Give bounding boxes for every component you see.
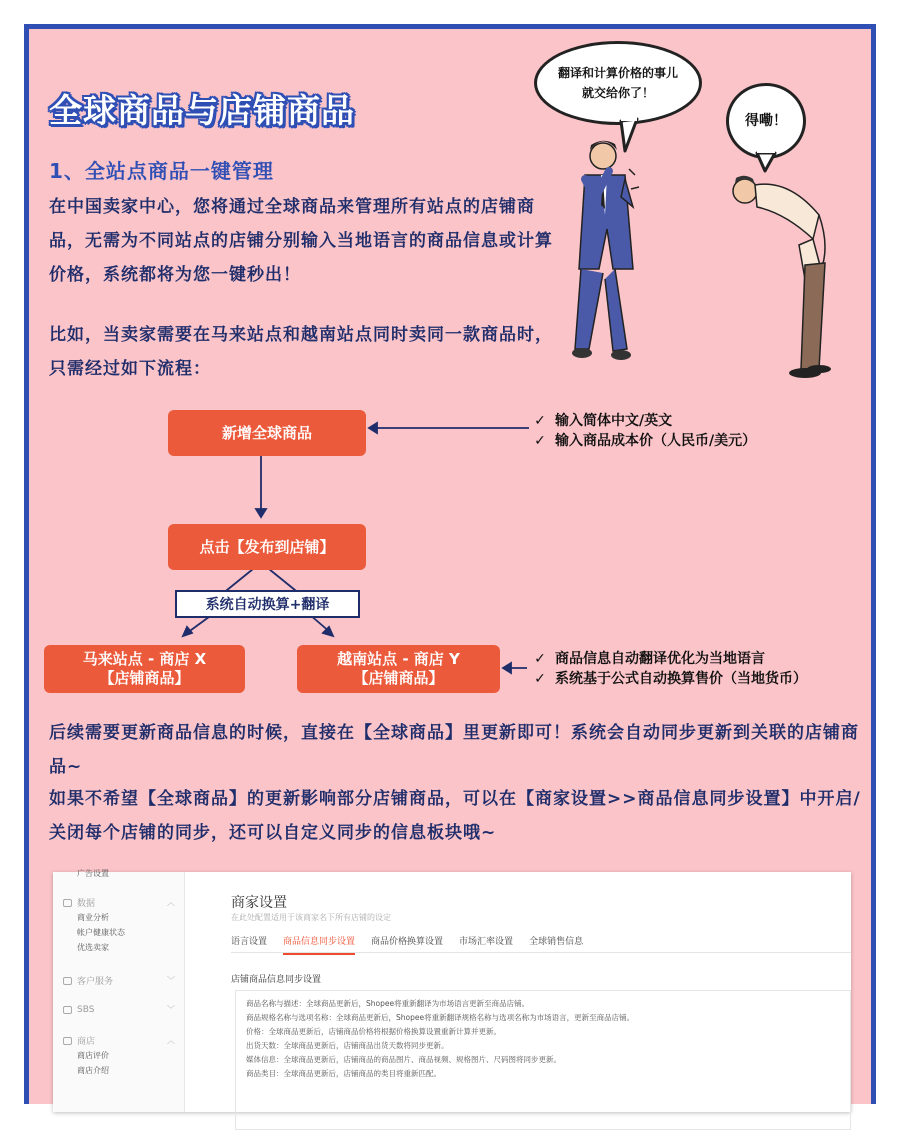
speech-bubble-left-text: 翻译和计算价格的事儿 就交给你了！ (557, 66, 678, 100)
check-item-text: 输入商品成本价（人民币/美元） (555, 433, 757, 449)
flow-box-publish-to-shop (168, 524, 366, 570)
screenshot-sidebar (53, 869, 185, 1112)
settings-subtitle: 在此处配置适用于该商家名下所有店铺的设定 (231, 913, 391, 922)
flow-box-vn-line2: 【店铺商品】 (353, 669, 444, 687)
shop-icon (63, 1037, 72, 1045)
sync-section-label: 店铺商品信息同步设置 (231, 975, 322, 985)
man-bowing-illustration (733, 176, 831, 378)
sidebar-group-label: SBS (77, 1004, 95, 1015)
flow-box-publish-label: 点击【发布到店铺】 (199, 537, 335, 556)
chat-icon (63, 977, 72, 985)
sync-info-box (235, 990, 851, 1130)
sidebar-group-label: 客户服务 (77, 977, 114, 987)
screenshot-main-panel (185, 872, 851, 1112)
example-paragraph: 比如，当卖家需要在马来站点和越南站点同时卖同一款商品时，只需经过如下流程： (49, 325, 553, 379)
flow-box-new-label: 新增全球商品 (221, 423, 312, 442)
check-icon: ✓ (534, 433, 546, 449)
sidebar-group-shop[interactable] (63, 1034, 175, 1047)
sidebar-group-sbs[interactable] (63, 1004, 175, 1015)
check-item (533, 431, 756, 451)
check-icon: ✓ (534, 671, 546, 687)
flow-box-vietnam-shop (297, 645, 500, 693)
flow-box-vn-line1: 越南站点 - 商店 Y (337, 650, 460, 668)
sidebar-sub-item[interactable]: 商店介绍 (77, 1066, 109, 1075)
check-item (533, 669, 807, 689)
tab-exchange-rate[interactable]: 市场汇率设置 (459, 937, 514, 947)
sidebar-group-label: 数据 (77, 899, 96, 909)
sidebar-group-label: 商店 (77, 1037, 96, 1047)
box-icon (63, 1006, 72, 1014)
check-item-text: 系统基于公式自动换算售价（当地货币） (555, 671, 807, 687)
sync-info-line: 价格：全球商品更新后，店铺商品价格将根据价格换算设置重新计算并更新。 (246, 1027, 501, 1036)
sync-info-line: 媒体信息：全球商品更新后，店铺商品的商品图片、商品视频、规格图片、尺码图将同步更新。 (246, 1055, 561, 1064)
flow-box-my-line2: 【店铺商品】 (99, 669, 190, 687)
sidebar-sub-item[interactable]: 商业分析 (77, 913, 109, 922)
auto-convert-label-box (175, 590, 360, 618)
chart-icon (63, 899, 72, 907)
tab-product-sync[interactable]: 商品信息同步设置 (283, 934, 355, 955)
sidebar-group-data[interactable] (63, 896, 175, 909)
poster-frame (24, 24, 876, 1104)
followup-paragraph-1: 后续需要更新商品信息的时候，直接在【全球商品】里更新即可！系统会自动同步更新到关联的店铺商品~ (49, 723, 859, 777)
chevron-up-icon: ︿ (167, 898, 175, 907)
sidebar-group-customer-service[interactable] (63, 974, 175, 987)
sidebar-top-item[interactable]: 广告设置 (77, 869, 109, 878)
speech-bubble-right-text: 得嘞！ (745, 113, 787, 129)
output-checklist (533, 649, 807, 689)
arrowhead-checks-to-vn (503, 663, 511, 673)
sidebar-sub-item[interactable]: 优选卖家 (77, 943, 109, 952)
input-checklist (533, 411, 756, 451)
followup-paragraph-2: 如果不希望【全球商品】的更新影响部分店铺商品，可以在【商家设置>>商品信息同步设置】中开启/关闭每个店铺的同步，还可以自定义同步的信息板块哦~ (49, 789, 861, 843)
check-item (533, 411, 756, 431)
check-item-text: 输入简体中文/英文 (555, 413, 673, 429)
chevron-down-icon: ﹀ (167, 1005, 175, 1014)
tab-language[interactable]: 语言设置 (231, 937, 268, 947)
sync-info-line: 出货天数：全球商品更新后，店铺商品出货天数将同步更新。 (246, 1041, 449, 1050)
sidebar-sub-item[interactable]: 帐户健康状态 (77, 928, 125, 937)
tab-divider (231, 952, 851, 953)
sync-info-line: 商品名称与描述：全球商品更新后，Shopee将重新翻译为市场语言更新至商品店铺。 (246, 999, 530, 1008)
tab-price-conversion[interactable]: 商品价格换算设置 (371, 937, 444, 947)
bubble-tail-right (757, 153, 775, 171)
page-title: 全球商品与店铺商品 (49, 91, 355, 130)
sync-info-line: 商品规格名称与选项名称：全球商品更新后，Shopee将重新翻译规格名称与选项名称为市场语言，更新至商品店铺。 (246, 1013, 635, 1022)
section-heading: 1、全站点商品一键管理 (49, 159, 274, 183)
arrowhead-new-to-publish (256, 509, 266, 517)
sync-info-line: 商品类目：全球商品更新后，店铺商品的类目将重新匹配。 (246, 1069, 441, 1078)
settings-title: 商家设置 (231, 895, 287, 911)
arrowhead-auto-to-my (183, 627, 192, 636)
auto-convert-label: 系统自动换算+翻译 (205, 597, 330, 613)
sidebar-sub-item[interactable]: 商店评价 (77, 1051, 109, 1060)
arrowhead-input-to-new (369, 423, 377, 433)
chevron-up-icon: ︿ (167, 1036, 175, 1045)
flow-box-new-global-product (168, 410, 366, 456)
chevron-down-icon: ﹀ (167, 976, 175, 985)
seller-center-screenshot (53, 869, 851, 1112)
check-icon: ✓ (534, 651, 546, 667)
flow-box-malaysia-shop (44, 645, 245, 693)
check-item-text: 商品信息自动翻译优化为当地语言 (555, 651, 765, 667)
tab-global-sales[interactable]: 全球销售信息 (529, 937, 584, 947)
flow-box-my-line1: 马来站点 - 商店 X (82, 650, 207, 668)
intro-paragraph: 在中国卖家中心，您将通过全球商品来管理所有站点的店铺商品，无需为不同站点的店铺分别输入当地语言的商品信息或计算价格，系统都将为您一键秒出！ (49, 197, 553, 285)
check-item (533, 649, 807, 669)
check-icon: ✓ (534, 413, 546, 429)
businessman-phone-illustration (572, 141, 639, 360)
bubble-tail-left (621, 119, 637, 151)
